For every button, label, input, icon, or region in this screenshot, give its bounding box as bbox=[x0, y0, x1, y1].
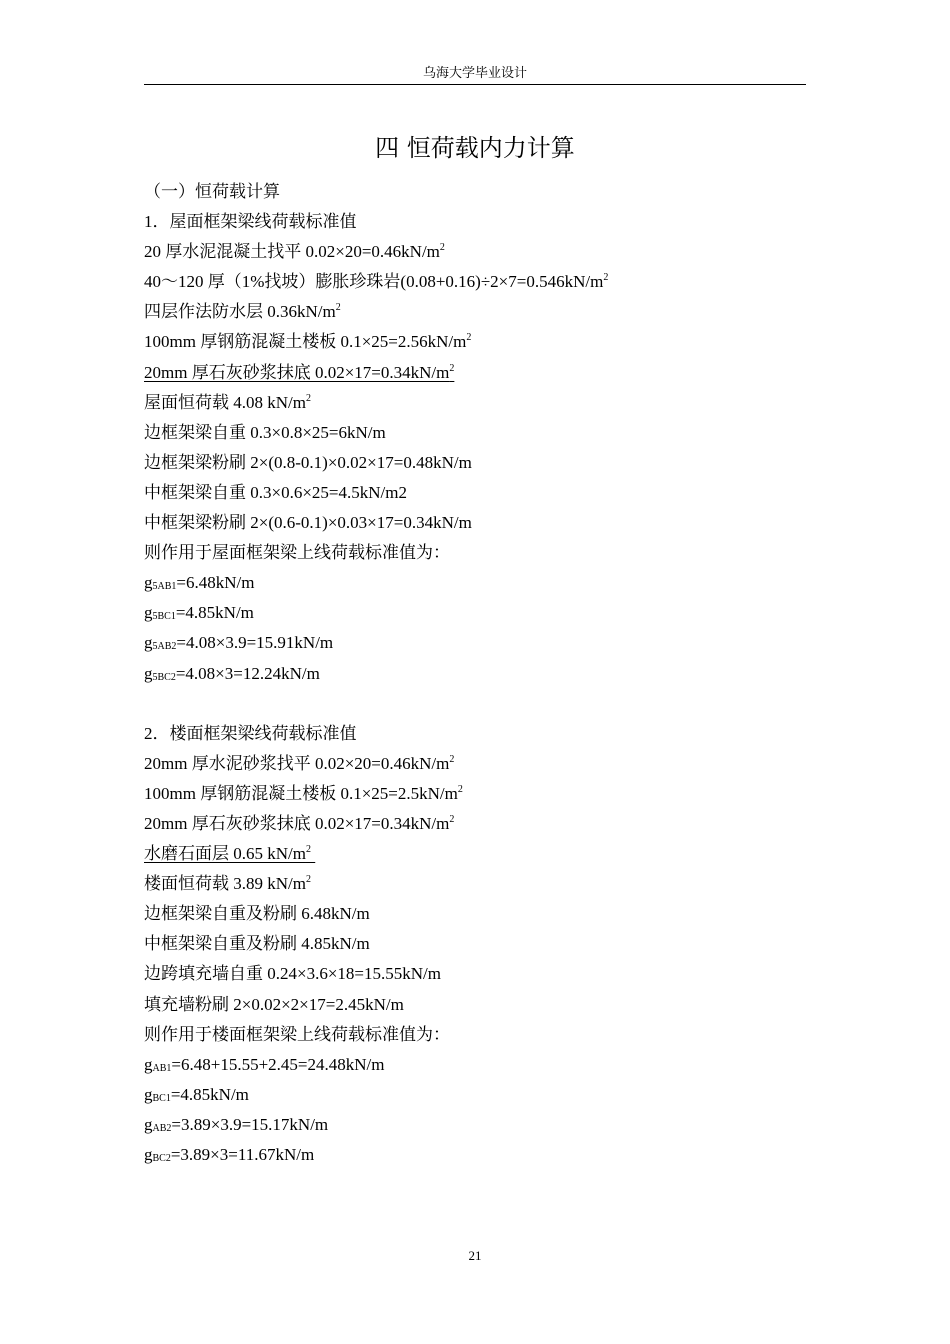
floor-layer-line: 20mm 厚水泥砂浆找平 $0.02\times 20=0.46kN/m^2$ bbox=[144, 753, 455, 773]
floor-beam-line: 中框架梁自重及粉刷 4.85kN/m bbox=[144, 934, 370, 954]
roof-result-line: $g_{5AB2}=4.08\times 3.9=15.91kN/m$ bbox=[144, 633, 334, 653]
roof-total-line: 屋面恒荷载 4.08 $kN/m^2$ bbox=[144, 392, 311, 412]
section-heading: （一）恒荷载计算 bbox=[144, 182, 280, 201]
floor-beam-line: 边跨填充墙自重 0.24×3.6×18=15.55kN/m bbox=[144, 964, 441, 984]
page-number: 21 bbox=[468, 1248, 482, 1263]
floor-result-line: $g_{BC1}=4.85kN/m$ bbox=[144, 1084, 249, 1104]
document-body bbox=[144, 177, 806, 1170]
roof-beam-line: 边框架梁自重 0.3×0.8×25=6kN/m bbox=[144, 422, 386, 442]
roof-layer-line: 100mm 厚钢筋混凝土楼板 $0.1\times 25=2.56kN/m^2$ bbox=[144, 332, 472, 352]
page-header bbox=[144, 64, 806, 85]
roof-result-line: $g_{5BC2}=4.08\times 3=12.24kN/m$ bbox=[144, 663, 320, 683]
chapter-title: 四 恒荷载内力计算 bbox=[375, 134, 575, 162]
roof-beam-line: 中框架梁自重 0.3×0.6×25=4.5kN/m2 bbox=[144, 482, 407, 502]
roof-result-line: $g_{5BC1}=4.85kN/m$ bbox=[144, 603, 254, 623]
floor-result-line: $g_{AB2}=3.89\times 3.9=15.17kN/m$ bbox=[144, 1114, 329, 1134]
roof-layer-line-underlined: 20mm 厚石灰砂浆抹底 $0.02\times 17=0.34kN/m^2$ bbox=[144, 362, 455, 382]
roof-conclusion: 则作用于屋面框架梁上线荷载标准值为： bbox=[144, 543, 450, 563]
roof-layer-line: 40～120 厚（1%找坡）膨胀珍珠岩$(0.08+0.16)\div 2\times 7=0.546kN/m^2$ bbox=[144, 272, 609, 292]
floor-layer-line: 100mm 厚钢筋混凝土楼板 $0.1\times 25=2.5kN/m^2$ bbox=[144, 783, 463, 803]
blank-line bbox=[144, 689, 806, 719]
roof-beam-line: 边框架梁粉刷 2×(0.8-0.1)×0.02×17=0.48kN/m bbox=[144, 452, 472, 472]
floor-result-line: $g_{AB1}=6.48+15.55+2.45=24.48kN/m$ bbox=[144, 1054, 385, 1074]
roof-layer-line: 四层作法防水层 $0.36kN/m^2$ bbox=[144, 302, 341, 322]
roof-subheading: 1．屋面框架梁线荷载标准值 bbox=[144, 212, 357, 232]
floor-subheading: 2．楼面框架梁线荷载标准值 bbox=[144, 723, 357, 743]
roof-result-line: $g_{5AB1}=6.48kN/m$ bbox=[144, 573, 255, 593]
roof-beam-line: 中框架梁粉刷 2×(0.6-0.1)×0.03×17=0.34kN/m bbox=[144, 513, 472, 533]
header-title: 乌海大学毕业设计 bbox=[422, 65, 527, 80]
roof-layer-line: 20 厚水泥混凝土找平 $0.02\times 20=0.46kN/m^2$ bbox=[144, 242, 445, 262]
floor-total-line: 楼面恒荷载 3.89 $kN/m^2$ bbox=[144, 874, 311, 894]
floor-beam-line: 填充墙粉刷 2×0.02×2×17=2.45kN/m bbox=[144, 994, 404, 1014]
floor-result-line: $g_{BC2}=3.89\times 3=11.67kN/m$ bbox=[144, 1145, 315, 1164]
floor-layer-line: 20mm 厚石灰砂浆抹底 $0.02\times 17=0.34kN/m^2$ bbox=[144, 813, 455, 833]
floor-beam-line: 边框架梁自重及粉刷 6.48kN/m bbox=[144, 904, 370, 924]
floor-layer-line-underlined: 水磨石面层 0.65 $kN/m^2$ bbox=[144, 844, 311, 864]
floor-conclusion: 则作用于楼面框架梁上线荷载标准值为： bbox=[144, 1024, 450, 1044]
